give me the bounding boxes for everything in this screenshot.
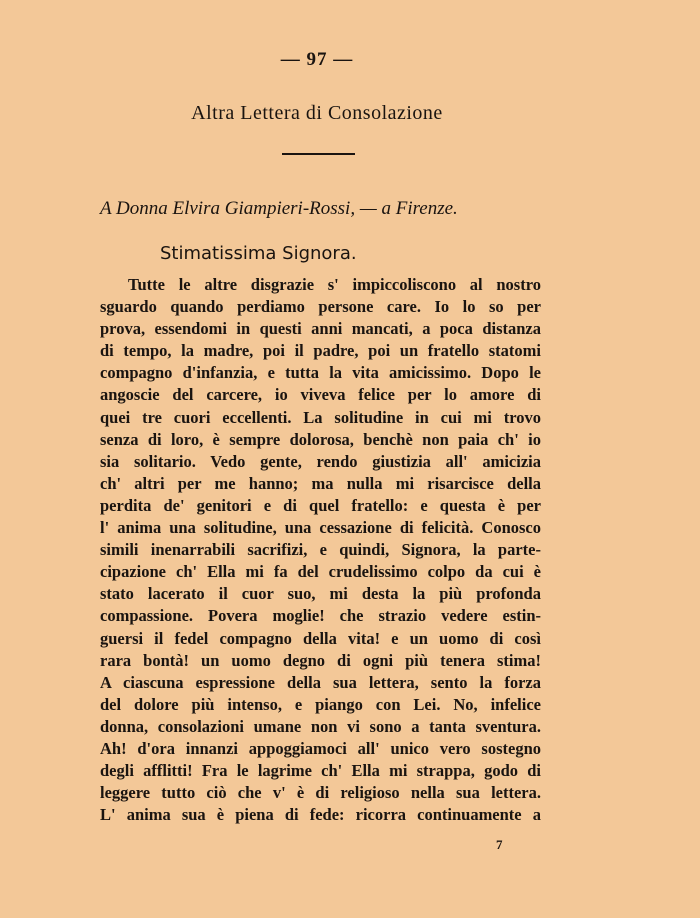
body-line: sguardo quando perdiamo persone care. Io lo so per [100, 297, 541, 317]
body-line: stato lacerato il cuor suo, mi desta la più profonda [100, 584, 541, 604]
letter-salutation: Stimatissima Signora. [160, 243, 357, 264]
body-line: angoscie del carcere, io viveva felice per lo amore di [100, 385, 541, 405]
body-line: del dolore più intenso, e piango con Lei. No, infelice [100, 694, 541, 714]
body-line: leggere tutto ciò che v' è di religioso nella sua lettera. [100, 783, 541, 803]
letter-address: A Donna Elvira Giampieri-Rossi, — a Firenze. [100, 198, 458, 219]
body-line: senza di loro, è sempre dolorosa, benchè non paia ch' io [100, 429, 541, 449]
body-line: sia solitario. Vedo gente, rendo giustizia all' amicizia [100, 451, 541, 471]
body-line: degli afflitti! Fra le lagrime ch' Ella mi strappa, godo di [100, 761, 541, 781]
body-line: ch' altri per me hanno; ma nulla mi risarcisce della [100, 473, 541, 493]
body-line: di tempo, la madre, poi il padre, poi un fratello statomi [100, 341, 541, 361]
signature-mark: 7 [496, 837, 503, 852]
body-line: Ah! d'ora innanzi appoggiamoci all' unico vero sostegno [100, 738, 541, 758]
body-line: quei tre cuori eccellenti. La solitudine in cui mi trovo [100, 407, 541, 427]
body-line: cipazione ch' Ella mi fa del crudelissimo colpo da cui è [100, 562, 541, 582]
body-line: simili inenarrabili sacrifizi, e quindi, Signora, la parte- [100, 540, 541, 560]
page-number: — 97 — [280, 49, 354, 70]
body-line: rara bontà! un uomo degno di ogni più tenera stima! [100, 650, 541, 670]
body-line: A ciascuna espressione della sua lettera, sento la forza [100, 672, 541, 692]
body-line: guersi il fedel compagno della vita! e un uomo di così [100, 628, 541, 648]
body-line: donna, consolazioni umane non vi sono a tanta sventura. [100, 716, 541, 736]
body-line: l' anima una solitudine, una cessazione di felicità. Conosco [100, 518, 541, 538]
body-line: compagno d'infanzia, e tutta la vita amicissimo. Dopo le [100, 363, 541, 383]
body-line: L' anima sua è piena di fede: ricorra continuamente a [100, 805, 541, 825]
body-line: compassione. Povera moglie! che strazio vedere estin- [100, 606, 541, 626]
body-line: prova, essendomi in questi anni mancati, a poca distanza [100, 319, 541, 339]
body-line: Tutte le altre disgrazie s' impiccoliscono al nostro [128, 275, 541, 294]
letter-title: Altra Lettera di Consolazione [191, 102, 443, 124]
body-line: perdita de' genitori e di quel fratello: e questa è per [100, 495, 541, 515]
title-rule [282, 153, 355, 155]
letter-body [100, 274, 541, 826]
